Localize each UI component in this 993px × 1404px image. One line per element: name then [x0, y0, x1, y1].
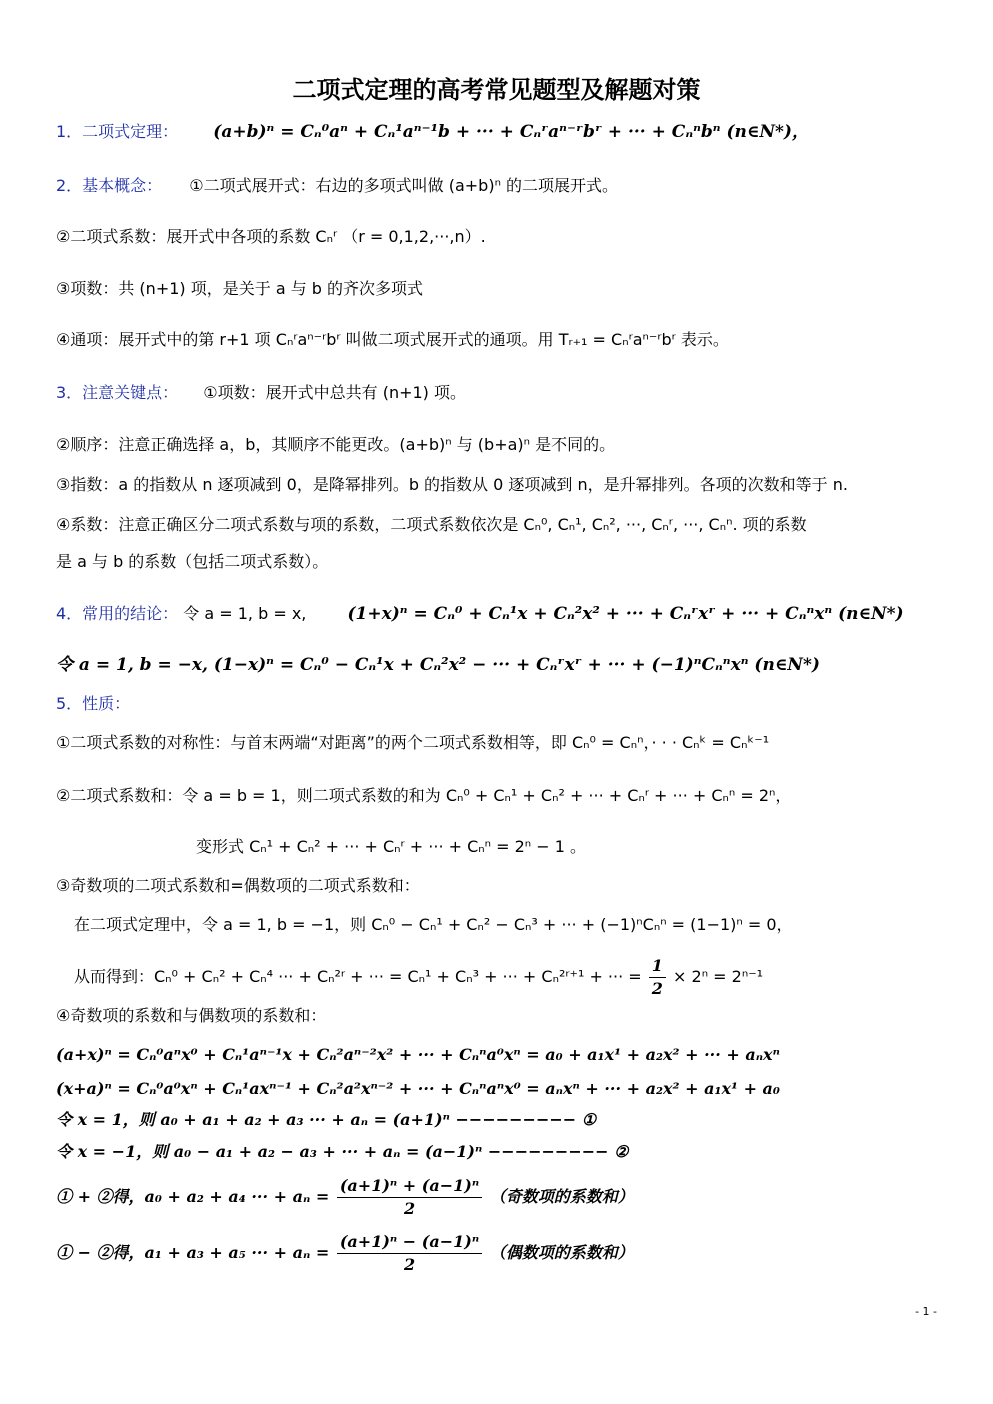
even-coef-sum-label: （偶数项的系数和） [489, 1243, 634, 1262]
property-coefficient-sum-variant: 变形式 Cₙ¹ + Cₙ² + ··· + Cₙʳ + ··· + Cₙⁿ = 2ⁿ − 1 。 [196, 837, 587, 856]
even-coef-sum [56, 1228, 634, 1278]
odd-coef-numerator: (a+1)ⁿ + (a−1)ⁿ [337, 1175, 482, 1198]
even-coef-numerator: (a+1)ⁿ − (a−1)ⁿ [337, 1231, 482, 1254]
concept-binomial-coefficient: ②二项式系数：展开式中各项的系数 Cₙʳ （r = 0,1,2,···,n）. [56, 227, 486, 246]
expansion-a-plus-x: (a+x)ⁿ = Cₙ⁰aⁿx⁰ + Cₙ¹aⁿ⁻¹x + Cₙ²aⁿ⁻²x² + ··· + Cₙⁿa⁰xⁿ = a₀ + a₁x¹ + a₂x² + ··· + aₙxⁿ [56, 1045, 780, 1064]
section-4 [56, 604, 904, 624]
section-1-heading: 1．二项式定理： [56, 122, 179, 141]
property-coef-sum-heading: ④奇数项的系数和与偶数项的系数和： [56, 1006, 327, 1025]
keypoint-term-count: ①项数：展开式中总共有 (n+1) 项。 [203, 383, 467, 402]
even-coef-sum-left: ① − ②得，a₁ + a₃ + a₅ ··· + aₙ = [56, 1243, 330, 1262]
section-4-heading: 4．常用的结论： [56, 604, 179, 623]
binomial-theorem-formula: (a+b)ⁿ = Cₙ⁰aⁿ + Cₙ¹aⁿ⁻¹b + ··· + Cₙʳaⁿ⁻ʳbʳ + ··· + Cₙⁿbⁿ (n∈N*)， [213, 122, 809, 142]
keypoint-coefficient: ④系数：注意正确区分二项式系数与项的系数，二项式系数依次是 Cₙ⁰, Cₙ¹, Cₙ², ···, Cₙʳ, ···, Cₙⁿ. 项的系数 [56, 515, 807, 534]
equation-1: 令 x = 1，则 a₀ + a₁ + a₂ + a₃ ··· + aₙ = (a+1)ⁿ −−−−−−−−− ① [56, 1110, 597, 1129]
half-fraction [649, 955, 666, 1000]
keypoint-coefficient-cont: 是 a 与 b 的系数（包括二项式系数）。 [56, 552, 329, 571]
even-coef-fraction [337, 1231, 482, 1276]
section-5-heading: 5．性质： [56, 694, 131, 713]
result-1-formula: (1+x)ⁿ = Cₙ⁰ + Cₙ¹x + Cₙ²x² + ··· + Cₙʳxʳ + ··· + Cₙⁿxⁿ (n∈N*) [347, 604, 904, 624]
odd-coef-sum-left: ① + ②得，a₀ + a₂ + a₄ ··· + aₙ = [56, 1187, 330, 1206]
result-2-formula: 令 a = 1, b = −x, (1−x)ⁿ = Cₙ⁰ − Cₙ¹x + Cₙ²x² − ··· + Cₙʳxʳ + ··· + (−1)ⁿCₙⁿxⁿ (n∈N*) [56, 655, 820, 675]
odd-coef-sum [56, 1172, 634, 1222]
section-2-heading: 2．基本概念： [56, 176, 163, 195]
section-3-heading: 3．注意关键点： [56, 383, 179, 402]
odd-coef-sum-label: （奇数项的系数和） [489, 1187, 634, 1206]
half-denominator: 2 [651, 979, 663, 998]
section-1 [56, 122, 809, 142]
equation-2: 令 x = −1，则 a₀ − a₁ + a₂ − a₃ + ··· + aₙ = (a−1)ⁿ −−−−−−−−− ② [56, 1142, 629, 1161]
concept-general-term: ④通项：展开式中的第 r+1 项 Cₙʳaⁿ⁻ʳbʳ 叫做二项式展开式的通项。用 Tᵣ₊₁ = Cₙʳaⁿ⁻ʳbʳ 表示。 [56, 330, 729, 349]
section-2 [56, 176, 618, 196]
property-symmetry: ①二项式系数的对称性：与首末两端“对距离”的两个二项式系数相等，即 Cₙ⁰ = Cₙⁿ，· · · Cₙᵏ = Cₙᵏ⁻¹ [56, 733, 770, 752]
expansion-x-plus-a: (x+a)ⁿ = Cₙ⁰a⁰xⁿ + Cₙ¹axⁿ⁻¹ + Cₙ²a²xⁿ⁻² + ··· + Cₙⁿaⁿx⁰ = aₙxⁿ + ··· + a₂x² + a₁x¹ + a₀ [56, 1079, 780, 1098]
odd-coef-fraction [337, 1175, 482, 1220]
half-numerator: 1 [649, 955, 666, 978]
concept-term-count: ③项数：共 (n+1) 项，是关于 a 与 b 的齐次多项式 [56, 279, 424, 298]
odd-coef-denominator: 2 [403, 1199, 416, 1218]
page-number: - 1 - [915, 1305, 937, 1318]
concept-expansion: ①二项式展开式：右边的多项式叫做 (a+b)ⁿ 的二项展开式。 [189, 176, 619, 195]
even-coef-denominator: 2 [403, 1255, 416, 1274]
property-coefficient-sum: ②二项式系数和：令 a = b = 1，则二项式系数的和为 Cₙ⁰ + Cₙ¹ + Cₙ² + ··· + Cₙʳ + ··· + Cₙⁿ = 2ⁿ， [56, 786, 792, 805]
property-odd-even-result [74, 952, 763, 1002]
odd-even-result-left: 从而得到：Cₙ⁰ + Cₙ² + Cₙ⁴ ··· + Cₙ²ʳ + ··· = Cₙ¹ + Cₙ³ + ··· + Cₙ²ʳ⁺¹ + ··· = [74, 967, 642, 986]
keypoint-order: ②顺序：注意正确选择 a，b，其顺序不能更改。(a+b)ⁿ 与 (b+a)ⁿ 是不同的。 [56, 435, 616, 454]
keypoint-exponent: ③指数：a 的指数从 n 逐项减到 0，是降幂排列。b 的指数从 0 逐项减到 n，是升幂排列。各项的次数和等于 n. [56, 475, 848, 494]
result-1-condition: 令 a = 1, b = x, [183, 604, 307, 623]
property-odd-even-derivation: 在二项式定理中，令 a = 1, b = −1，则 Cₙ⁰ − Cₙ¹ + Cₙ² − Cₙ³ + ··· + (−1)ⁿCₙⁿ = (1−1)ⁿ = 0， [74, 915, 793, 934]
property-odd-even-heading: ③奇数项的二项式系数和=偶数项的二项式系数和： [56, 876, 420, 895]
page-title: 二项式定理的高考常见题型及解题对策 [292, 76, 701, 104]
section-3 [56, 383, 466, 403]
odd-even-result-right: × 2ⁿ = 2ⁿ⁻¹ [673, 967, 764, 986]
